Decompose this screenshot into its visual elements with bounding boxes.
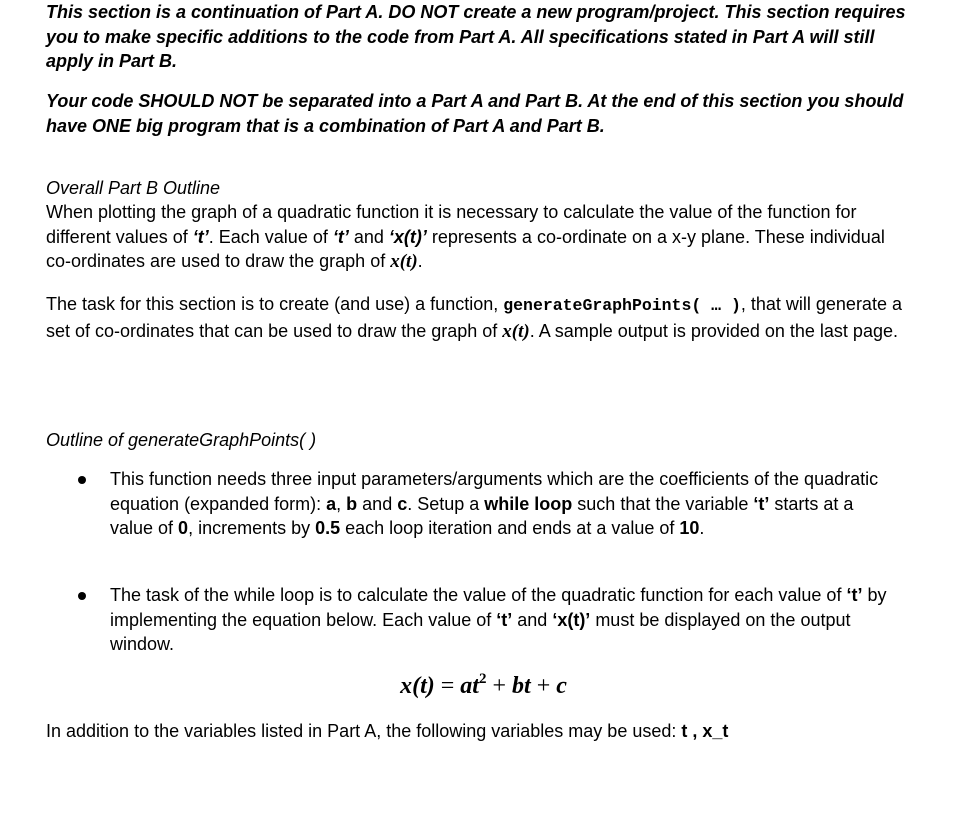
variable-list: t , x_t (681, 721, 729, 741)
bullet-icon (78, 476, 86, 484)
function-code: generateGraphPoints( … ) (503, 296, 741, 315)
outline-paragraph: When plotting the graph of a quadratic function it is necessary to calculate the value of the function for different values of ‘t’. Each value of ‘t’ and ‘x(t)’ represents a co-ordinate on a x-y plane. These individual co-ordinates are used to draw the graph of x(t). (46, 202, 885, 272)
function-outline-heading: Outline of generateGraphPoints( ) (46, 430, 317, 450)
t-symbol: ‘t’ (192, 226, 209, 247)
xt-symbol: x(t) (390, 251, 418, 272)
bullet-item-1: This function needs three input parameters/arguments which are the coefficients of the quadratic equation (expanded form): a, b and c. Setup a while loop such that the variable ‘t’ starts at a value of 0, increments by 0.5 each loop iteration and ends at a value of 10. (110, 469, 879, 538)
t-symbol: ‘t’ (332, 226, 349, 247)
intro-paragraph-2: Your code SHOULD NOT be separated into a Part A and Part B. At the end of this section you should have ONE big program that is a combination of Part A and Part B. (46, 91, 904, 136)
closing-paragraph: In addition to the variables listed in Part A, the following variables may be used: t , x_t (46, 721, 729, 741)
xt-symbol: ‘x(t)’ (388, 226, 427, 247)
outline-heading: Overall Part B Outline (46, 178, 221, 198)
task-paragraph: The task for this section is to create (and use) a function, generateGraphPoints( … ), that will generate a set of co-ordinates that can be used to draw the graph of x(t). A sample output is provided on the last page. (46, 294, 902, 342)
bullet-item-2: The task of the while loop is to calculate the value of the quadratic function for each value of ‘t’ by implementing the equation below. Each value of ‘t’ and ‘x(t)’ must be displayed on the output window. (110, 585, 887, 654)
quadratic-equation: $x(t) = at^2$ + bt + c (400, 671, 567, 699)
intro-paragraph-1: This section is a continuation of Part A. DO NOT create a new program/project. This section requires you to make specific additions to the code from Part A. All specifications stated in Part A will still apply in Part B. (46, 2, 906, 71)
xt-symbol: x(t) (502, 320, 530, 342)
bullet-icon (78, 592, 86, 600)
